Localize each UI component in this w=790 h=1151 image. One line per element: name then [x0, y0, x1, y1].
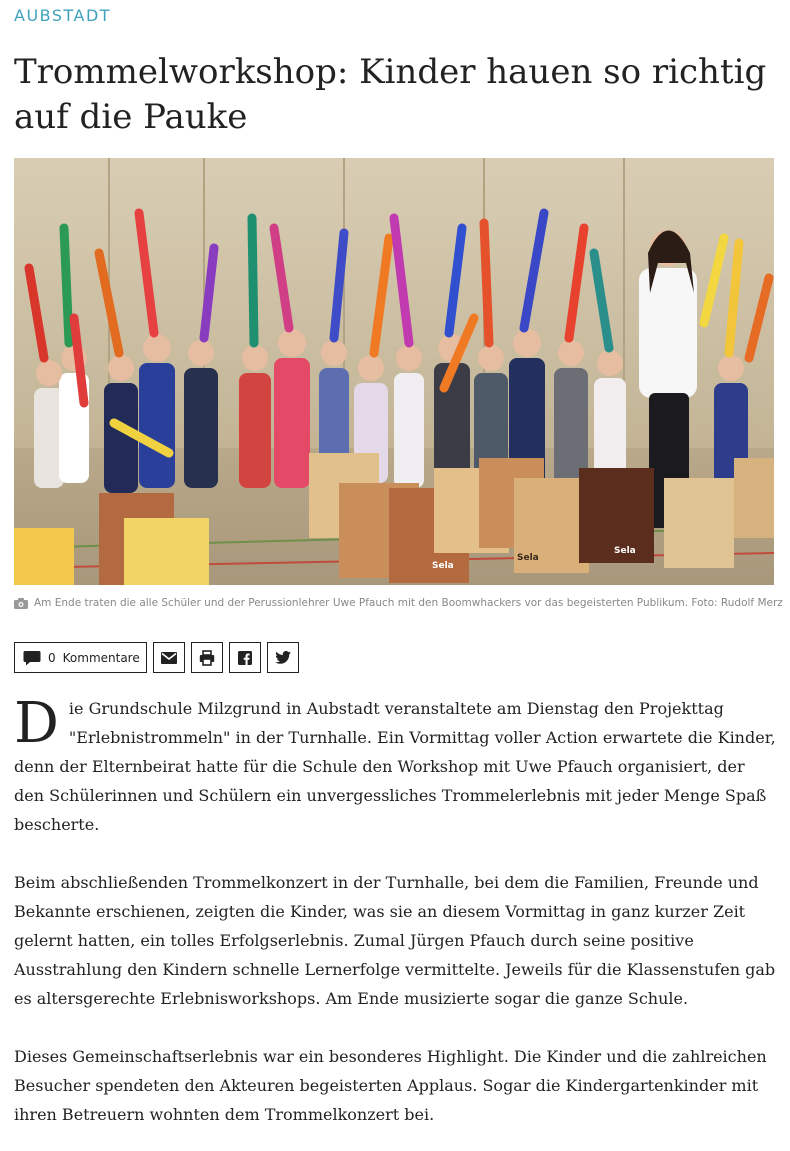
- twitter-icon: [275, 651, 291, 664]
- caption-text: Am Ende traten die alle Schüler und der Perussionlehrer Uwe Pfauch mit den Boomwhackers vor das begeisterten Publikum. Foto: Rudolf Merz: [34, 597, 783, 609]
- section-kicker[interactable]: AUBSTADT: [14, 6, 112, 25]
- cajon-brand-label: Sela: [517, 553, 539, 563]
- print-button[interactable]: [191, 642, 223, 673]
- article-paragraph: [14, 691, 776, 839]
- drop-cap: D: [14, 691, 59, 756]
- article-headline: Trommelworkshop: Kinder hauen so richtig auf die Pauke: [14, 52, 767, 137]
- speech-bubble-icon: [23, 650, 41, 666]
- printer-icon: [199, 650, 215, 666]
- facebook-icon: [238, 651, 252, 665]
- camera-icon: [14, 598, 28, 609]
- email-share-button[interactable]: [153, 642, 185, 673]
- article-photo[interactable]: [14, 158, 774, 585]
- photo-illustration: [14, 158, 774, 585]
- share-bar: [14, 642, 299, 673]
- article-paragraph: Beim abschließenden Trommelkonzert in der Turnhalle, bei dem die Familien, Freunde und Bekannte erschienen, zeigten die Kinder, was sie an diesem Vormittag in ganz kurzer Zeit gelernt hatten, ein tolles Erfolgserlebnis. Zumal Jürgen Pfauch durch seine positive Ausstrahlung den Kindern schnelle Lernerfolge vermittelte. Jeweils für die Klassenstufen gab es altersgerechte Erlebnisworkshops. Am Ende musizierte sogar die ganze Schule.: [14, 873, 776, 1008]
- facebook-share-button[interactable]: [229, 642, 261, 673]
- article-body: [14, 691, 776, 1151]
- photo-caption: [14, 597, 783, 609]
- cajon-brand-label: Sela: [432, 561, 454, 571]
- comments-button[interactable]: [14, 642, 147, 673]
- envelope-icon: [161, 652, 177, 664]
- twitter-share-button[interactable]: [267, 642, 299, 673]
- comments-count: 0: [48, 650, 56, 665]
- expand-icon[interactable]: [730, 541, 766, 577]
- cajon-brand-label: Sela: [614, 546, 636, 556]
- article-paragraph: Dieses Gemeinschaftserlebnis war ein besonderes Highlight. Die Kinder und die zahlreichen Besucher spendeten den Akteuren begeisterten Applaus. Sogar die Kindergartenkinder mit ihren Betreuern wohnten dem Trommelkonzert bei.: [14, 1047, 767, 1124]
- comments-label: Kommentare: [62, 650, 140, 665]
- paragraph-text: ie Grundschule Milzgrund in Aubstadt veranstaltete am Dienstag den Projekttag "Erlebnistrommeln" in der Turnhalle. Ein Vormittag voller Action erwartete die Kinder, denn der Elternbeirat hatte für die Schule den Workshop mit Uwe Pfauch organisiert, der den Schülerinnen und Schülern ein unvergessliches Trommelerlebnis mit jeder Menge Spaß bescherte.: [14, 699, 776, 834]
